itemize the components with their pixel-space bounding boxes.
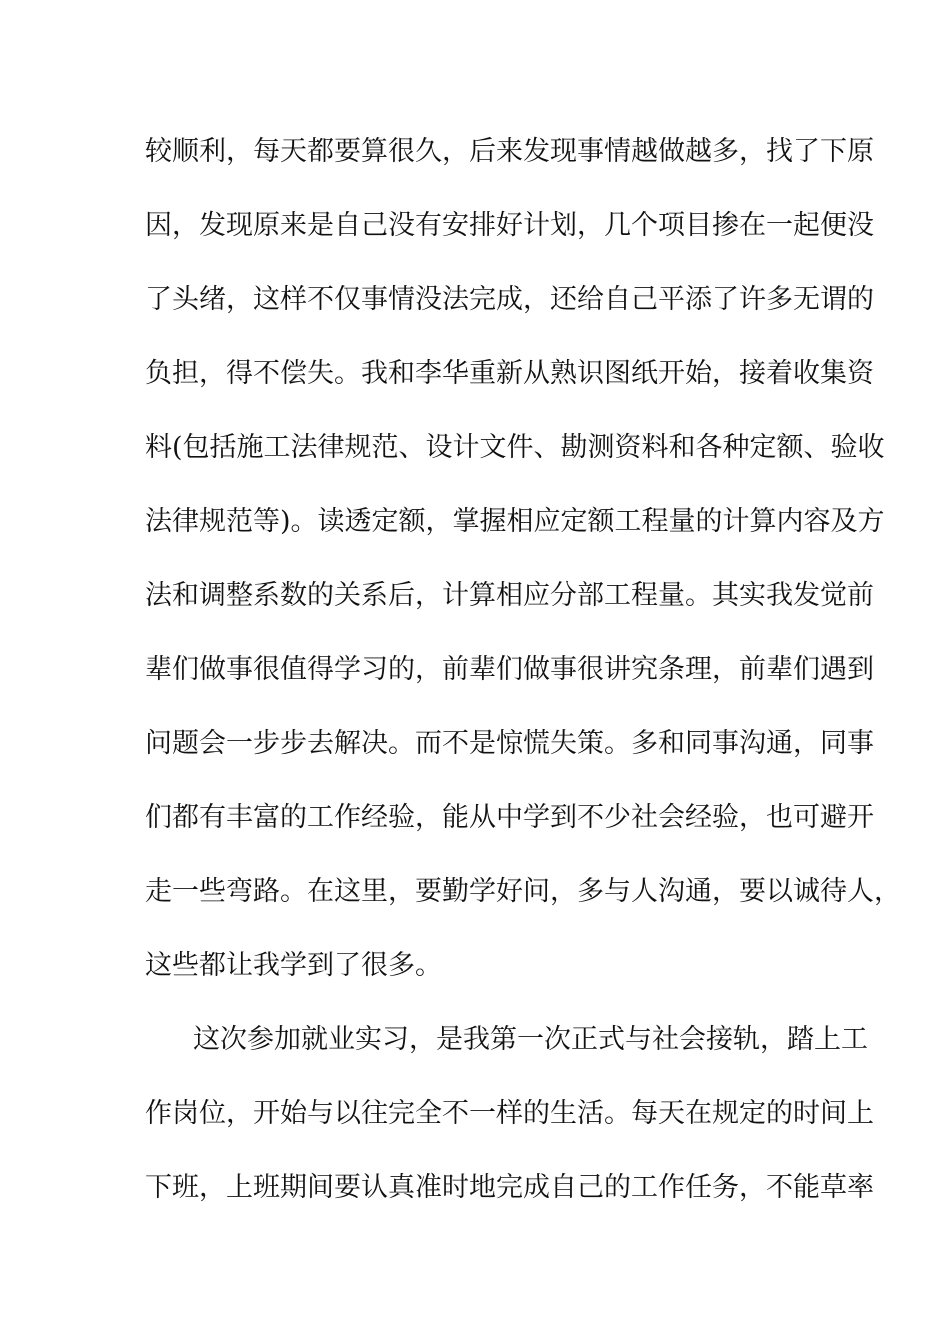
paragraph-start-line: 这次参加就业实习，是我第一次正式与社会接轨，踏上工 [193, 1024, 868, 1055]
text-line: 们都有丰富的工作经验，能从中学到不少社会经验，也可避开 [145, 802, 874, 833]
text-line: 因，发现原来是自己没有安排好计划，几个项目掺在一起便没 [145, 210, 874, 241]
body-text [145, 126, 901, 1236]
text-line: 较顺利，每天都要算很久，后来发现事情越做越多，找了下原 [145, 136, 874, 167]
text-line: 问题会一步步去解决。而不是惊慌失策。多和同事沟通，同事 [145, 728, 874, 759]
text-line: 下班，上班期间要认真准时地完成自己的工作任务，不能草率 [145, 1172, 874, 1203]
text-line: 法和调整系数的关系后，计算相应分部工程量。其实我发觉前 [145, 580, 874, 611]
text-line: 这些都让我学到了很多。 [145, 950, 442, 981]
text-line: 走一些弯路。在这里，要勤学好问，多与人沟通，要以诚待人， [145, 876, 901, 907]
text-line: 辈们做事很值得学习的，前辈们做事很讲究条理，前辈们遇到 [145, 654, 874, 685]
text-line: 法律规范等)。读透定额，掌握相应定额工程量的计算内容及方 [145, 506, 885, 537]
text-line: 料(包括施工法律规范、设计文件、勘测资料和各种定额、验收 [145, 432, 885, 463]
text-line: 了头绪，这样不仅事情没法完成，还给自己平添了许多无谓的 [145, 284, 874, 315]
text-line: 作岗位，开始与以往完全不一样的生活。每天在规定的时间上 [145, 1098, 874, 1129]
text-line: 负担，得不偿失。我和李华重新从熟识图纸开始，接着收集资 [145, 358, 874, 389]
